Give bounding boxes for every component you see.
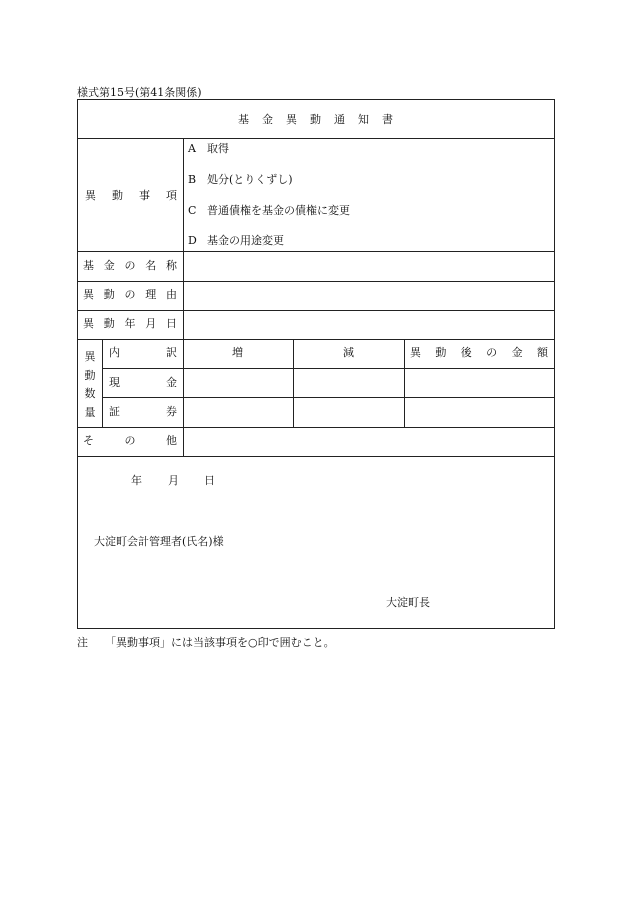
- breakdown-label: [109, 346, 177, 360]
- footnote-text: 「異動事項」には当該事項を○印で囲むこと。: [105, 636, 335, 649]
- decrease-label: 減: [343, 346, 354, 359]
- sender: 大淀町長: [386, 596, 430, 609]
- rule: [404, 339, 405, 427]
- other-label: [83, 434, 177, 448]
- label-char: の: [124, 434, 136, 447]
- securities-label: [109, 405, 177, 419]
- change-option-a: A 取得: [188, 142, 229, 155]
- label-char: 内: [109, 346, 120, 359]
- label-char: 異: [84, 350, 96, 363]
- addressee: 大淀町会計管理者(氏名)様: [94, 535, 224, 548]
- label-char: 項: [166, 189, 177, 202]
- cash-label: [109, 376, 177, 390]
- label-char: 事: [139, 189, 150, 202]
- label-char: 動: [84, 368, 96, 382]
- label-char: 日: [166, 317, 177, 330]
- rule: [102, 397, 554, 398]
- reason-label: [83, 288, 177, 302]
- change-option-b: B 処分(とりくずし): [188, 173, 293, 186]
- label-char: 由: [166, 288, 177, 301]
- rule: [293, 339, 294, 427]
- change-option-d: D 基金の用途変更: [188, 234, 284, 247]
- label-char: 年: [124, 317, 136, 330]
- label-char: 異: [85, 189, 96, 202]
- date-month: 月: [168, 474, 179, 487]
- label-char: 称: [166, 259, 177, 272]
- rule: [102, 368, 554, 369]
- label-char: 知: [358, 113, 369, 126]
- label-char: そ: [83, 434, 94, 447]
- label-char: 券: [166, 405, 177, 418]
- label-char: 動: [112, 189, 123, 202]
- label-char: 異: [286, 113, 297, 126]
- label-char: 動: [310, 113, 321, 126]
- label-char: 異: [83, 317, 94, 330]
- rule: [78, 427, 554, 428]
- rule: [78, 456, 554, 457]
- label-char: の: [124, 288, 136, 301]
- after-amount-label: [410, 346, 548, 360]
- label-char: 名: [145, 259, 157, 272]
- label-char: 月: [145, 317, 157, 330]
- date-day: 日: [204, 474, 215, 487]
- label-char: 基: [83, 259, 94, 272]
- change-option-c: C 普通債権を基金の債権に変更: [188, 204, 350, 217]
- label-char: の: [486, 346, 498, 359]
- fund-name-label: [83, 259, 177, 273]
- label-char: 書: [382, 113, 393, 126]
- date-year: 年: [131, 474, 142, 487]
- rule: [78, 339, 554, 340]
- footnote-label: 注: [77, 636, 88, 649]
- change-items-label: [85, 189, 177, 203]
- form-number: 様式第15号(第41条関係): [77, 86, 202, 99]
- label-char: 他: [166, 434, 177, 447]
- label-char: 金: [166, 376, 177, 389]
- form-title: [238, 113, 393, 127]
- rule: [78, 310, 554, 311]
- label-char: の: [124, 259, 136, 272]
- label-char: 金: [262, 113, 273, 126]
- label-char: 額: [536, 346, 548, 359]
- label-char: 異: [410, 346, 421, 359]
- label-char: 量: [84, 405, 96, 419]
- rule: [102, 339, 103, 427]
- rule: [183, 138, 184, 456]
- label-char: 現: [109, 376, 120, 389]
- label-char: 数: [84, 387, 96, 401]
- label-char: 異: [83, 288, 94, 301]
- label-char: 通: [334, 113, 345, 126]
- footnote: [77, 634, 335, 650]
- label-char: 動: [435, 346, 447, 359]
- rule: [78, 138, 554, 139]
- label-char: 動: [103, 317, 115, 330]
- quantity-label: [82, 350, 98, 420]
- label-char: 訳: [166, 346, 177, 359]
- label-char: 証: [109, 405, 120, 418]
- date-label: [83, 317, 177, 331]
- label-char: 動: [103, 288, 115, 301]
- rule: [78, 281, 554, 282]
- label-char: 後: [460, 346, 472, 359]
- fund-change-notice-form: [77, 99, 555, 629]
- label-char: 基: [238, 113, 249, 126]
- label-char: 金: [103, 259, 115, 272]
- rule: [78, 251, 554, 252]
- label-char: 理: [145, 288, 157, 301]
- label-char: 金: [511, 346, 523, 359]
- increase-label: 増: [232, 346, 243, 359]
